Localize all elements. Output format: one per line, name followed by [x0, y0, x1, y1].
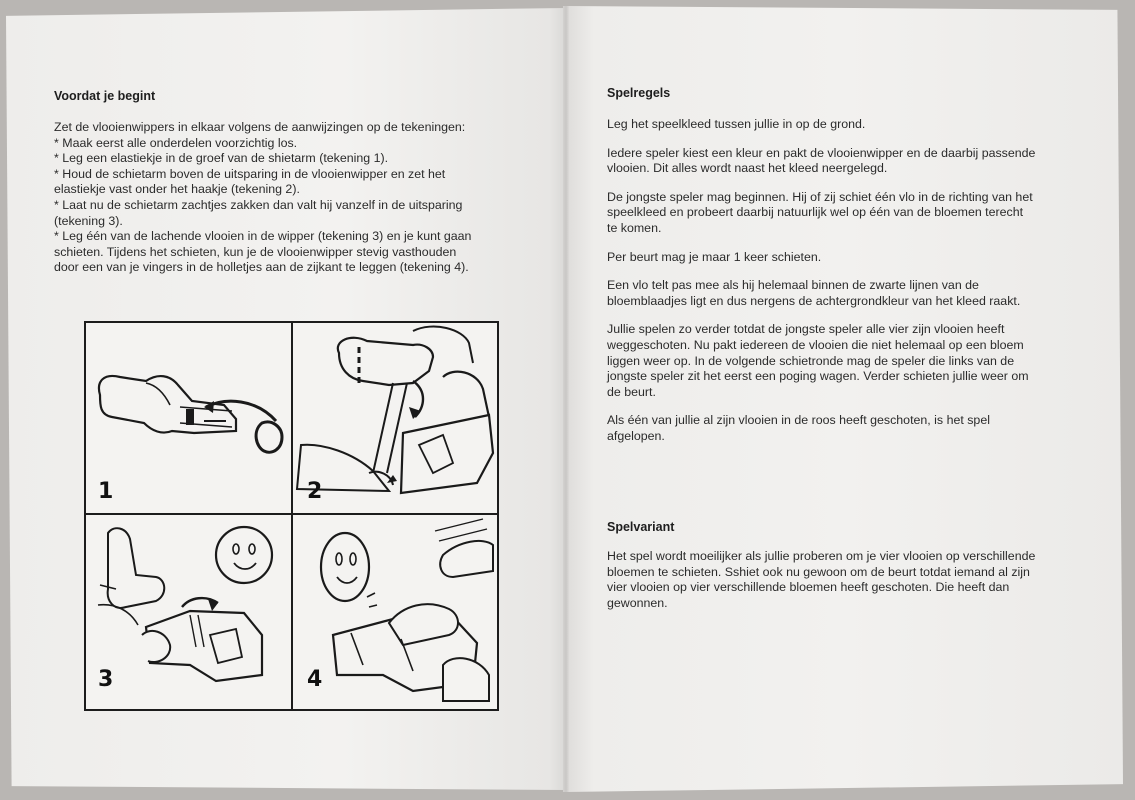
rule-line: te komen. — [607, 220, 662, 235]
illustration-number: 2 — [307, 479, 322, 504]
rule-line: weggeschoten. Nu pakt iedereen de vlooien die niet helemaal op een bloem — [607, 337, 1024, 352]
variant-line: vier vlooien op vier verschillende bloemen heeft geschoten. Die heeft dan — [607, 580, 1010, 595]
rule-line: de beurt. — [607, 384, 656, 399]
illustration-number: 1 — [98, 479, 113, 504]
instruction-line: (tekening 3). — [54, 213, 123, 228]
shoot-flea-illustration — [293, 515, 496, 703]
instruction-line: Zet de vlooienwippers in elkaar volgens de aanwijzingen op de tekeningen: — [54, 120, 466, 134]
illustration-panel-1 — [86, 323, 289, 511]
rule-line: jongste speler zit het eerst een poging wagen. Verder schieten jullie weer om — [607, 369, 1029, 384]
illustration-number: 4 — [307, 667, 322, 692]
rule-paragraph — [607, 190, 1107, 237]
illustration-panel-2 — [293, 323, 496, 511]
rule-paragraph — [607, 413, 1107, 444]
instruction-line: elastiekje vast onder het haakje (tekening 2). — [54, 182, 300, 197]
rule-line: bloemblaadjes ligt en dus nergens de achtergrondkleur van het kleed raakt. — [607, 293, 1021, 308]
rules-text — [607, 117, 1107, 458]
illustration-panel-4 — [293, 515, 496, 703]
rule-paragraph — [607, 146, 1107, 177]
rule-line: speelkleed en probeert daarbij natuurlijk wel op één van de bloemen terecht — [607, 205, 1024, 220]
load-flea-illustration — [86, 515, 289, 703]
variant-line: gewonnen. — [607, 595, 668, 610]
variant-line: bloemen te schieten. Sshiet ook nu gewoon om de beurt totdat iemand al zijn — [607, 564, 1030, 579]
rule-line: De jongste speler mag beginnen. Hij of zij schiet één vlo in de richting van het — [607, 189, 1033, 204]
instruction-line: schieten. Tijdens het schieten, kun je de vlooienwipper stevig vasthouden — [54, 244, 457, 259]
rule-line: afgelopen. — [607, 428, 665, 443]
heading-spelvariant: Spelvariant — [607, 520, 675, 534]
rule-line: Per beurt mag je maar 1 keer schieten. — [607, 249, 822, 264]
heading-voordat-je-begint: Voordat je begint — [54, 89, 156, 103]
attach-band-illustration — [293, 323, 496, 511]
illustration-panel-3 — [86, 515, 289, 703]
variant-text — [607, 549, 1107, 611]
illustration-number: 3 — [98, 667, 113, 692]
rule-line: liggen weer op. In de volgende schietronde mag de speler die links van de — [607, 353, 1015, 368]
rule-line: Een vlo telt pas mee als hij helemaal binnen de zwarte lijnen van de — [607, 278, 979, 293]
variant-line: Het spel wordt moeilijker als jullie proberen om je vier vlooien op verschillende — [607, 549, 1036, 563]
instruction-line: * Leg een elastiekje in de groef van de shietarm (tekening 1). — [54, 151, 389, 166]
rubber-band-arm-illustration — [86, 323, 289, 511]
rule-paragraph — [607, 278, 1107, 309]
rule-line: Jullie spelen zo verder totdat de jongste speler alle vier zijn vlooien heeft — [607, 322, 1005, 337]
rule-line: Iedere speler kiest een kleur en pakt de vlooienwipper en de daarbij passende — [607, 145, 1036, 160]
instruction-line: * Laat nu de schietarm zachtjes zakken dan valt hij vanzelf in de uitsparing — [54, 197, 463, 212]
rule-paragraph — [607, 250, 1107, 266]
instructions-text — [54, 120, 534, 276]
illustration-grid — [84, 321, 499, 711]
instruction-line: * Leg één van de lachende vlooien in de wipper (tekening 3) en je kunt gaan — [54, 229, 472, 244]
instruction-line: * Maak eerst alle onderdelen voorzichtig los. — [54, 135, 298, 150]
rule-paragraph — [607, 322, 1107, 400]
rule-line: Leg het speelkleed tussen jullie in op de grond. — [607, 117, 866, 131]
rule-paragraph — [607, 117, 1107, 133]
rule-line: Als één van jullie al zijn vlooien in de roos heeft geschoten, is het spel — [607, 413, 990, 428]
instruction-line: door een van je vingers in de holletjes aan de zijkant te leggen (tekening 4). — [54, 260, 469, 275]
heading-spelregels: Spelregels — [607, 86, 671, 100]
instruction-line: * Houd de schietarm boven de uitsparing in de vlooienwipper en zet het — [54, 166, 446, 181]
page-fold — [563, 6, 569, 792]
rule-line: vlooien. Dit alles wordt naast het kleed neergelegd. — [607, 161, 888, 176]
